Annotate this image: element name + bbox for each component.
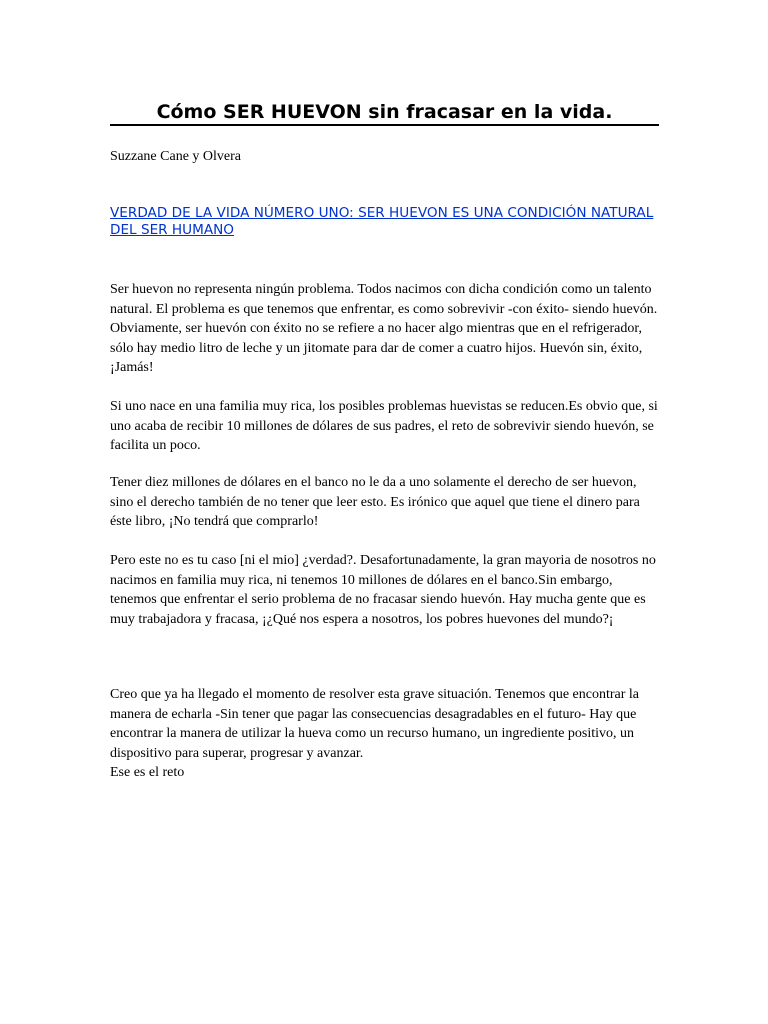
title-underline-rule [110,124,659,126]
paragraph-4: Pero este no es tu caso [ni el mio] ¿verdad?. Desafortunadamente, la gran mayoria de nosotros no nacimos en familia muy rica, ni tenemos 10 millones de dólares en el banco.Sin embargo, tenemos que enfrentar el serio problema de no fracasar siendo huevón. Hay mucha gente que es muy trabajadora y fracasa, ¡¿Qué nos espera a nosotros, los pobres huevones del mundo?¡ [110,553,656,627]
document-title: Cómo SER HUEVON sin fracasar en la vida. [156,101,613,123]
paragraph-2: Si uno nace en una familia muy rica, los posibles problemas huevistas se reducen.Es obvio que, si uno acaba de recibir 10 millones de dólares de sus padres, el reto de sobrevivir siendo huevón, se facilita un poco. [110,399,658,453]
paragraph-5: Creo que ya ha llegado el momento de resolver esta grave situación. Tenemos que encontrar la manera de echarla -Sin tener que pagar las consecuencias desagradables en el futuro- Hay que encontrar la manera de utilizar la hueva como un recurso humano, un ingrediente positivo, un dispositivo para superar, progresar y avanzar. [110,687,640,761]
section-heading-link[interactable]: VERDAD DE LA VIDA NÚMERO UNO: SER HUEVON ES UNA CONDICIÓN NATURAL DEL SER HUMANO [110,205,654,238]
author-line: Suzzane Cane y Olvera [110,149,241,164]
closing-line: Ese es el reto [110,765,185,780]
paragraph-3: Tener diez millones de dólares en el banco no le da a uno solamente el derecho de ser huevon, sino el derecho también de no tener que leer esto. Es irónico que aquel que tiene el dinero para éste libro, ¡No tendrá que comprarlo! [110,475,640,529]
paragraph-1: Ser huevon no representa ningún problema. Todos nacimos con dicha condición como un talento natural. El problema es que tenemos que enfrentar, es como sobrevivir -con éxito- siendo huevón. Obviamente, ser huevón con éxito no se refiere a no hacer algo mientras que en el refrigerador, sólo hay medio litro de leche y un jitomate para dar de comer a cuatro hijos. Huevón sin, éxito, ¡Jamás! [110,282,658,375]
